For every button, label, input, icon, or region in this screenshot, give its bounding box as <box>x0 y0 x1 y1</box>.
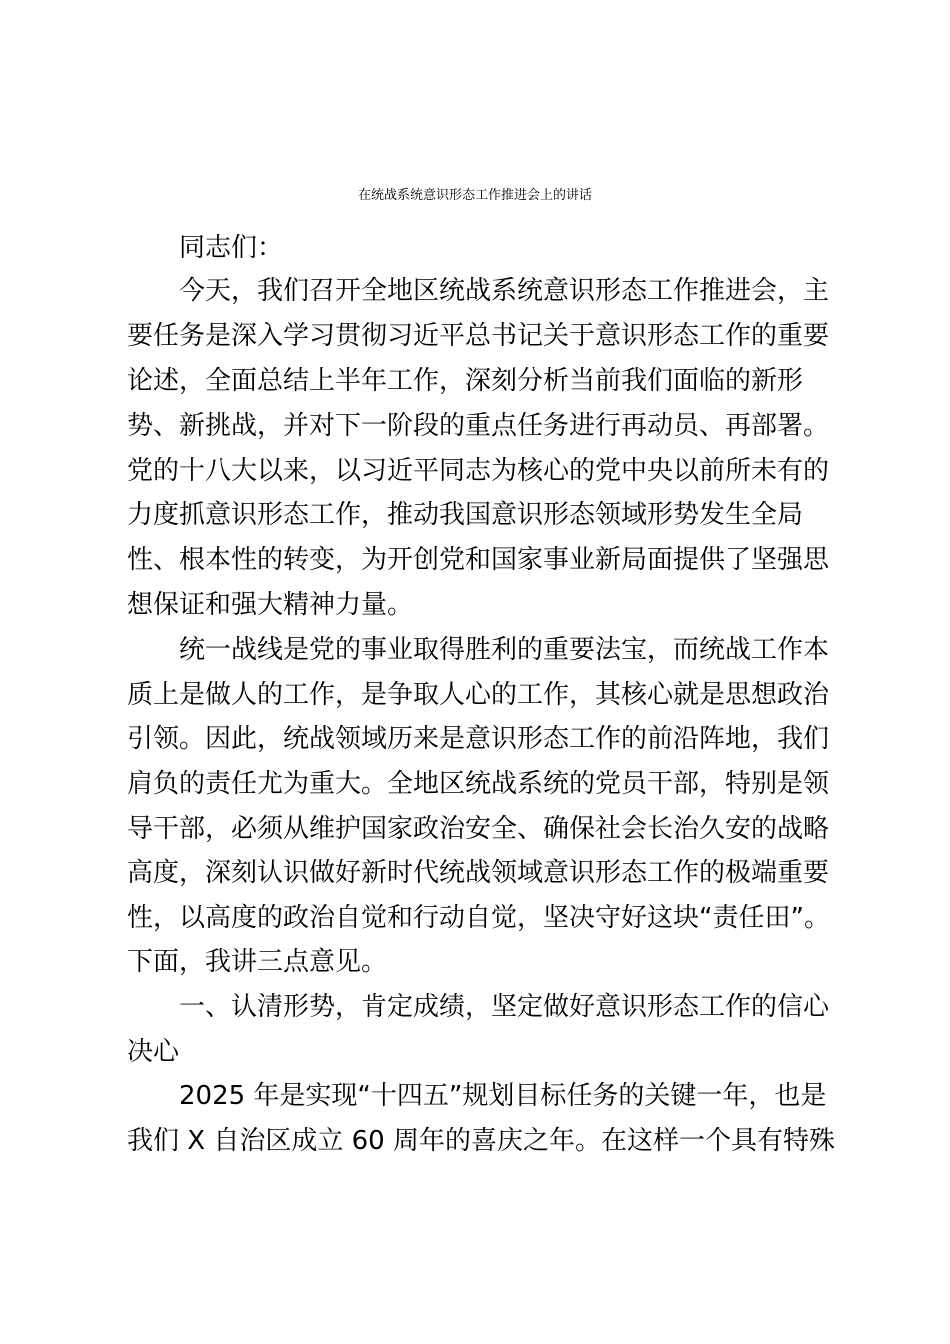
paragraph-line: 论述，全面总结上半年工作，深刻分析当前我们面临的新形 <box>127 366 804 396</box>
paragraph-line: 质上是做人的工作，是争取人心的工作，其核心就是思想政治 <box>127 680 830 710</box>
section-heading-continued: 决心 <box>127 1037 180 1067</box>
paragraph-line: 导干部，必须从维护国家政治安全、确保社会长治久安的战略 <box>127 814 830 844</box>
paragraph-line: 势、新挑战，并对下一阶段的重点任务进行再动员、再部署。 <box>127 411 830 441</box>
paragraph-line: 今天，我们召开全地区统战系统意识形态工作推进会，主 <box>179 276 830 306</box>
paragraph-line: 高度，深刻认识做好新时代统战领域意识形态工作的极端重要 <box>127 858 830 888</box>
paragraph-line: 引领。因此，统战领域历来是意识形态工作的前沿阵地，我们 <box>127 724 830 754</box>
paragraph-line: 下面，我讲三点意见。 <box>127 947 388 977</box>
paragraph-line: 性、根本性的转变，为开创党和国家事业新局面提供了坚强思 <box>127 545 830 575</box>
paragraph-line: 性，以高度的政治自觉和行动自觉，坚决守好这块“责任田”。 <box>127 903 830 933</box>
paragraph-line: 2025 年是实现“十四五”规划目标任务的关键一年，也是 <box>179 1081 827 1111</box>
paragraph-line: 想保证和强大精神力量。 <box>127 590 414 620</box>
paragraph-line: 我们 X 自治区成立 60 周年的喜庆之年。在这样一个具有特殊 <box>127 1126 835 1156</box>
paragraph-line: 统一战线是党的事业取得胜利的重要法宝，而统战工作本 <box>179 635 830 665</box>
paragraph-line: 肩负的责任尤为重大。全地区统战系统的党员干部，特别是领 <box>127 769 830 799</box>
paragraph-line: 党的十八大以来，以习近平同志为核心的党中央以前所未有的 <box>127 456 830 486</box>
paragraph-line: 力度抓意识形态工作，推动我国意识形态领域形势发生全局 <box>127 500 804 530</box>
salutation: 同志们： <box>179 233 284 263</box>
section-heading: 一、认清形势，肯定成绩，坚定做好意识形态工作的信心 <box>179 992 830 1022</box>
paragraph-line: 要任务是深入学习贯彻习近平总书记关于意识形态工作的重要 <box>127 321 830 351</box>
document-title: 在统战系统意识形态工作推进会上的讲话 <box>357 188 592 203</box>
